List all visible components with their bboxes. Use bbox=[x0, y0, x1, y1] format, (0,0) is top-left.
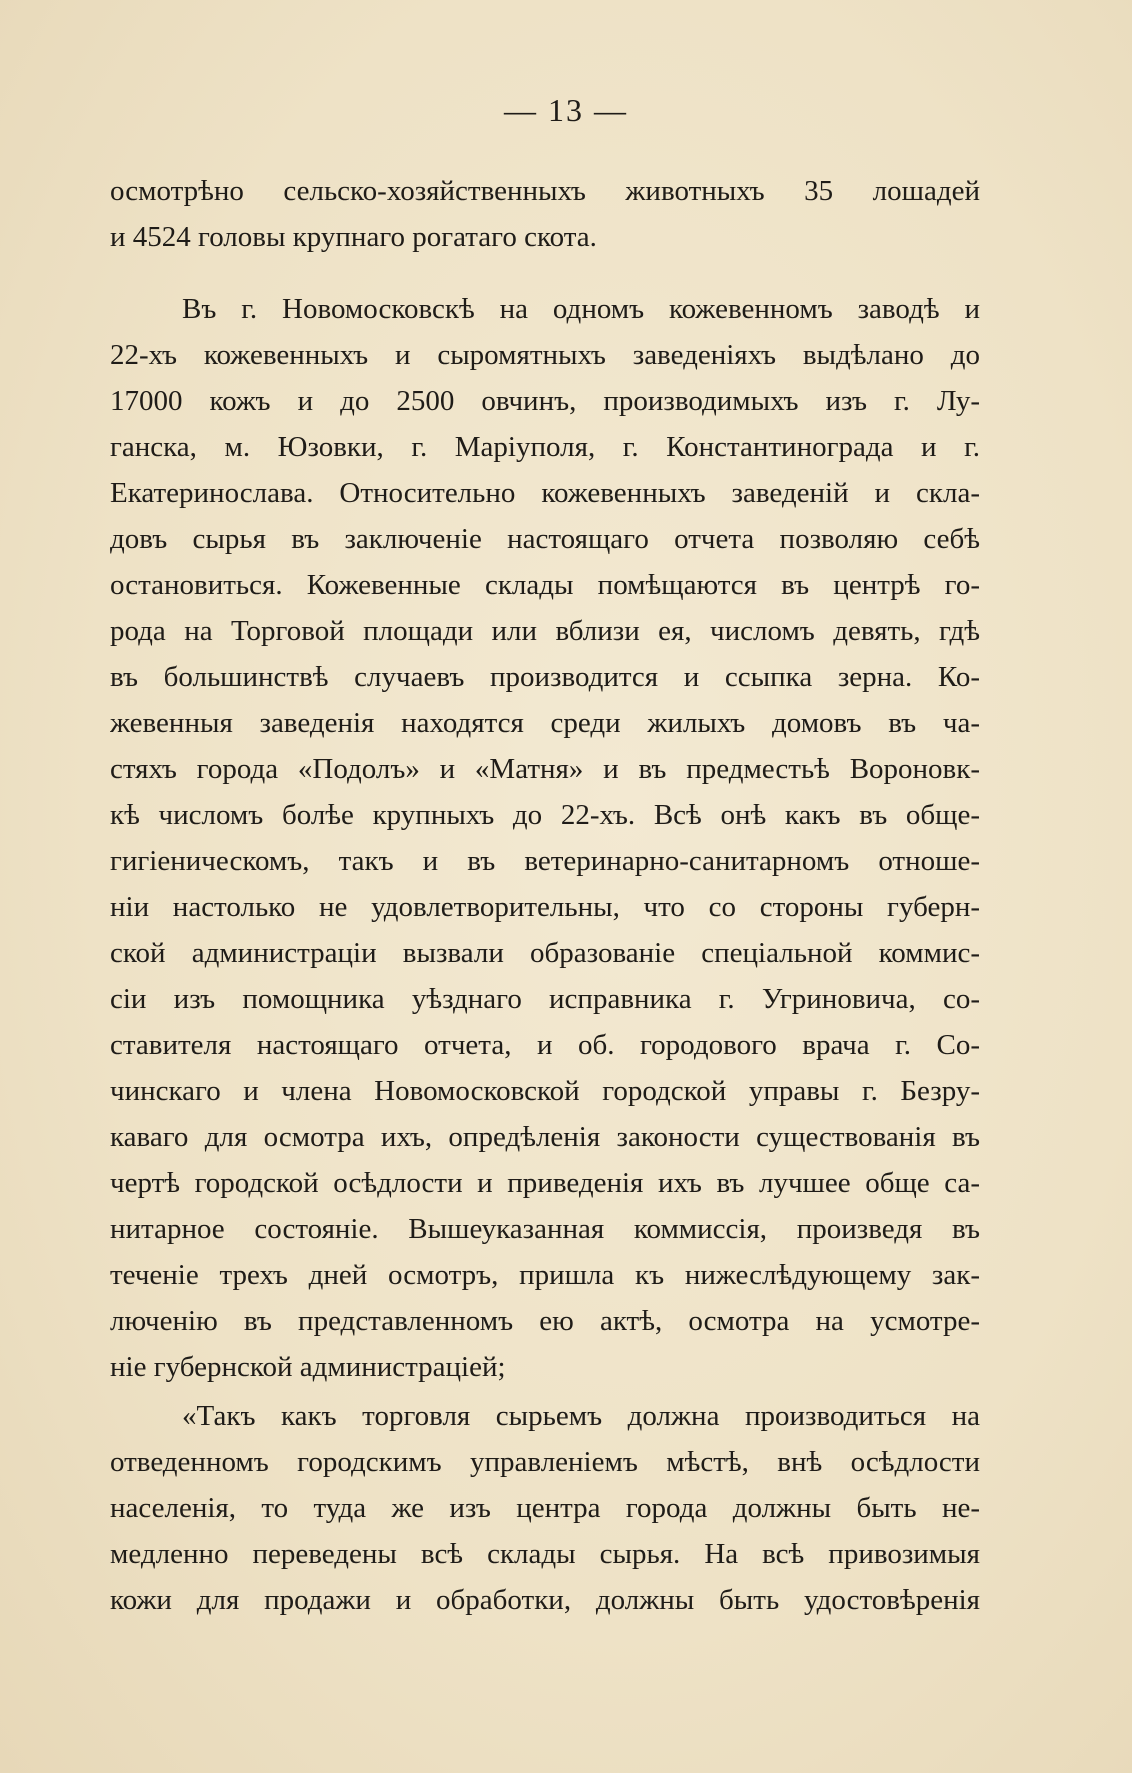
text-line: ской администраціи вызвали образованіе спеціальной коммис- bbox=[110, 937, 980, 969]
text-line: ніи настолько не удовлетворительны, что со стороны губерн- bbox=[110, 891, 980, 923]
text-line: кожи для продажи и обработки, должны быть удостовѣренія bbox=[110, 1584, 980, 1616]
text-line: ганска, м. Юзовки, г. Маріуполя, г. Константинограда и г. bbox=[110, 431, 980, 463]
text-line: люченію въ представленномъ ею актѣ, осмотра на усмотре- bbox=[110, 1305, 980, 1337]
text-line: населенія, то туда же изъ центра города должны быть не- bbox=[110, 1492, 980, 1524]
text-line: Екатеринослава. Относительно кожевенныхъ заведеній и скла- bbox=[110, 477, 980, 509]
text-line: довъ сырья въ заключеніе настоящаго отчета позволяю себѣ bbox=[110, 523, 980, 555]
text-line: медленно переведены всѣ склады сырья. На всѣ привозимыя bbox=[110, 1538, 980, 1570]
text-line: ніе губернской администраціей; bbox=[110, 1351, 506, 1383]
text-line: ставителя настоящаго отчета, и об. городового врача г. Со- bbox=[110, 1029, 980, 1061]
text-line: сіи изъ помощника уѣзднаго исправника г. Угриновича, со- bbox=[110, 983, 980, 1015]
text-line: въ большинствѣ случаевъ производится и ссыпка зерна. Ко- bbox=[110, 661, 980, 693]
paragraph-1 bbox=[110, 168, 980, 260]
text-line: Въ г. Новомосковскѣ на одномъ кожевенномъ заводѣ и bbox=[182, 293, 980, 325]
text-line: рода на Торговой площади или вблизи ея, числомъ девять, гдѣ bbox=[110, 615, 980, 647]
text-line: остановиться. Кожевенные склады помѣщаются въ центрѣ го- bbox=[110, 569, 980, 601]
paragraph-3 bbox=[110, 1393, 980, 1623]
text-line: чертѣ городской осѣдлости и приведенія ихъ въ лучшее обще са- bbox=[110, 1167, 980, 1199]
paragraph-2 bbox=[110, 286, 980, 1390]
text-line: жевенныя заведенія находятся среди жилыхъ домовъ въ ча- bbox=[110, 707, 980, 739]
text-line: отведенномъ городскимъ управленіемъ мѣстѣ, внѣ осѣдлости bbox=[110, 1446, 980, 1478]
text-line: гигіеническомъ, такъ и въ ветеринарно-санитарномъ отноше- bbox=[110, 845, 980, 877]
text-line: 22-хъ кожевенныхъ и сыромятныхъ заведеніяхъ выдѣлано до bbox=[110, 339, 980, 371]
text-line: и 4524 головы крупнаго рогатаго скота. bbox=[110, 221, 597, 253]
text-line: нитарное состояніе. Вышеуказанная коммиссія, произведя въ bbox=[110, 1213, 980, 1245]
text-line: «Такъ какъ торговля сырьемъ должна производиться на bbox=[182, 1400, 980, 1432]
text-line: кѣ числомъ болѣе крупныхъ до 22-хъ. Всѣ онѣ какъ въ обще- bbox=[110, 799, 980, 831]
text-line: чинскаго и члена Новомосковской городской управы г. Безру- bbox=[110, 1075, 980, 1107]
text-line: каваго для осмотра ихъ, опредѣленія законости существованія въ bbox=[110, 1121, 980, 1153]
page-number: — 13 — bbox=[504, 92, 628, 128]
text-line: 17000 кожъ и до 2500 овчинъ, производимыхъ изъ г. Лу- bbox=[110, 385, 980, 417]
text-line: теченіе трехъ дней осмотръ, пришла къ нижеслѣдующему зак- bbox=[110, 1259, 980, 1291]
text-line: стяхъ города «Подолъ» и «Матня» и въ предместьѣ Вороновк- bbox=[110, 753, 980, 785]
text-line: осмотрѣно сельско-хозяйственныхъ животныхъ 35 лошадей bbox=[110, 175, 980, 207]
